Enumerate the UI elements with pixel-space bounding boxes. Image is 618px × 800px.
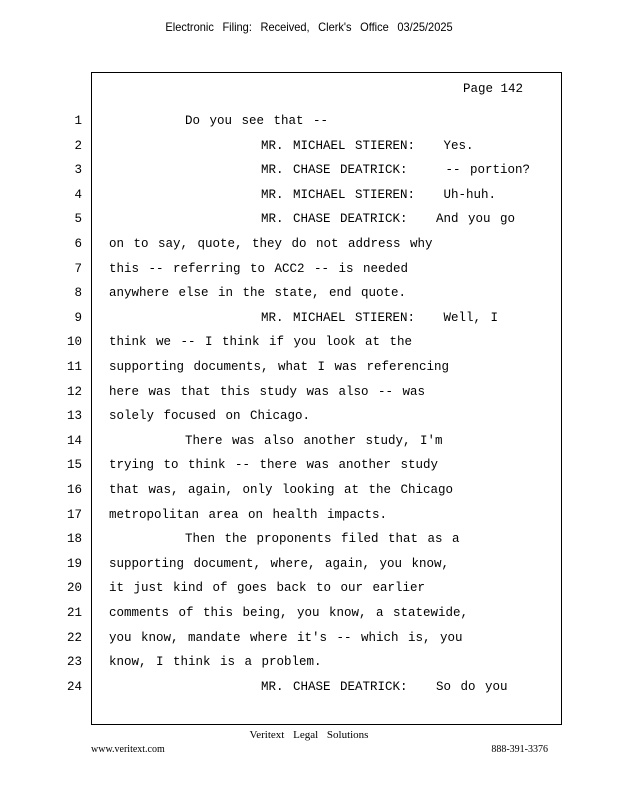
transcript-line-text: MR. MICHAEL STIEREN: Well, I	[109, 311, 499, 325]
line-number: 24	[66, 680, 82, 694]
transcript-line-text: Then the proponents filed that as a	[109, 532, 460, 546]
line-number: 17	[66, 508, 82, 522]
line-number: 23	[66, 655, 82, 669]
line-number: 21	[66, 606, 82, 620]
transcript-line-text: MR. CHASE DEATRICK: So do you	[109, 680, 508, 694]
line-number: 16	[66, 483, 82, 497]
line-number: 20	[66, 581, 82, 595]
line-number: 13	[66, 409, 82, 423]
transcript-line-text: There was also another study, I'm	[109, 434, 443, 448]
line-number: 3	[74, 163, 82, 177]
transcript-line-text: think we -- I think if you look at the	[109, 335, 413, 349]
transcript-line-text: MR. MICHAEL STIEREN: Uh-huh.	[109, 188, 497, 202]
line-number: 6	[74, 237, 82, 251]
transcript-line-text: metropolitan area on health impacts.	[109, 508, 388, 522]
line-number: 2	[74, 139, 82, 153]
line-number: 12	[66, 385, 82, 399]
transcript-line-text: here was that this study was also -- was	[109, 385, 426, 399]
line-number: 9	[74, 311, 82, 325]
footer-website: www.veritext.com	[91, 744, 165, 755]
line-number: 5	[74, 212, 82, 226]
line-number: 4	[74, 188, 82, 202]
line-number: 15	[66, 458, 82, 472]
footer-company: Veritext Legal Solutions	[249, 729, 369, 741]
transcript-line-text: comments of this being, you know, a statewide,	[109, 606, 469, 620]
line-number: 14	[66, 434, 82, 448]
transcript-line-text: on to say, quote, they do not address why	[109, 237, 433, 251]
transcript-line-text: MR. CHASE DEATRICK: -- portion?	[109, 163, 531, 177]
transcript-line-text: know, I think is a problem.	[109, 655, 322, 669]
transcript-line-text: anywhere else in the state, end quote.	[109, 286, 407, 300]
transcript-line-text: trying to think -- there was another study	[109, 458, 439, 472]
transcript-line-text: this -- referring to ACC2 -- is needed	[109, 262, 409, 276]
transcript-line-text: MR. MICHAEL STIEREN: Yes.	[109, 139, 474, 153]
line-number: 10	[66, 335, 82, 349]
transcript-line-text: supporting documents, what I was referencing	[109, 360, 450, 374]
line-number: 8	[74, 286, 82, 300]
line-number: 19	[66, 557, 82, 571]
filing-stamp: Electronic Filing: Received, Clerk's Office 03/25/2025	[165, 20, 453, 34]
line-number: 1	[74, 114, 82, 128]
transcript-line-text: that was, again, only looking at the Chicago	[109, 483, 454, 497]
line-number: 18	[66, 532, 82, 546]
footer-phone: 888-391-3376	[491, 744, 548, 755]
transcript-line-text: supporting document, where, again, you know,	[109, 557, 450, 571]
transcript-line-text: solely focused on Chicago.	[109, 409, 311, 423]
line-number: 7	[74, 262, 82, 276]
page-number: Page 142	[463, 82, 524, 96]
transcript-line-text: Do you see that --	[109, 114, 329, 128]
line-number: 22	[66, 631, 82, 645]
transcript-line-text: you know, mandate where it's -- which is, you	[109, 631, 463, 645]
line-number: 11	[66, 360, 82, 374]
transcript-line-text: MR. CHASE DEATRICK: And you go	[109, 212, 516, 226]
transcript-line-text: it just kind of goes back to our earlier	[109, 581, 426, 595]
